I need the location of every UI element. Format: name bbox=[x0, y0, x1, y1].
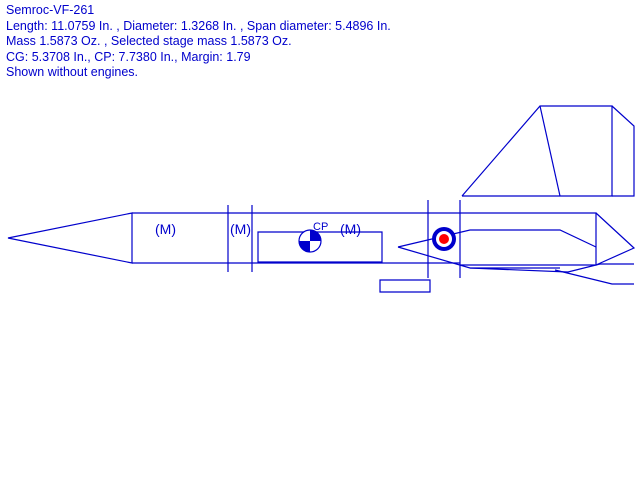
info-line-note: Shown without engines. bbox=[6, 65, 139, 79]
info-line-name: Semroc-VF-261 bbox=[6, 3, 95, 17]
mass-marker-2: (M) bbox=[230, 221, 251, 237]
launch-lug bbox=[380, 280, 430, 292]
aft-body-extension bbox=[460, 213, 596, 265]
cp-label: CP bbox=[313, 221, 329, 233]
nose-cone-outline bbox=[8, 213, 132, 263]
info-line-stability: CG: 5.3708 In., CP: 7.7380 In., Margin: 1.79 bbox=[6, 49, 251, 64]
cp-marker bbox=[432, 227, 456, 251]
cg-marker bbox=[299, 230, 321, 252]
aft-body-taper bbox=[596, 213, 634, 265]
mass-marker-1: (M) bbox=[155, 221, 176, 237]
info-line-mass: Mass 1.5873 Oz. , Selected stage mass 1.5873 Oz. bbox=[6, 34, 292, 48]
vertical-fin-detail bbox=[540, 106, 560, 196]
vertical-fin-tip bbox=[612, 106, 634, 196]
vertical-fin bbox=[462, 106, 612, 196]
info-line-dimensions: Length: 11.0759 In. , Diameter: 1.3268 In. , Span diameter: 5.4896 In. bbox=[6, 18, 391, 33]
mass-marker-3: (M) bbox=[340, 221, 361, 237]
coupler-ring-forward bbox=[228, 205, 252, 272]
